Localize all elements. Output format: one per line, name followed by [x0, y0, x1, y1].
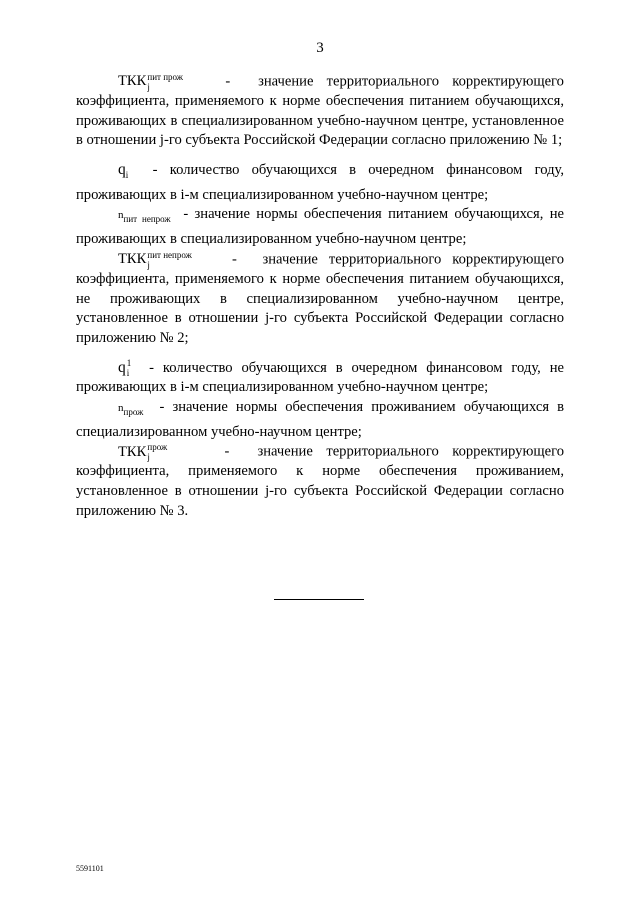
paragraph-text: количество обучающихся в очередном финансовом году, не проживающих в i-м специализированном учебно-научном центре;	[76, 359, 565, 396]
end-divider	[274, 599, 364, 600]
paragraph-q1-i: q 1 i - количество обучающихся в очередном финансовом году, не проживающих в i-м специализированном учебно-научном центре;	[76, 358, 565, 396]
formula-symbol: $q_i$	[118, 161, 129, 181]
formula-symbol: q 1 i	[118, 358, 132, 379]
formula-symbol: ТКК пит прож j	[118, 72, 184, 92]
paragraph-text: значение территориального корректирующего коэффициента, применяемого к норме обеспечения проживанием, установленное в отношении j-го субъекта Российской Федерации согласно приложению № 3.	[76, 443, 564, 519]
formula-symbol: ТКК прож j	[118, 442, 168, 463]
paragraph-n-prozh: $n_{прож}$ - значение нормы обеспечения проживанием обучающихся в специализированном учебно-научном центре;	[76, 399, 565, 440]
paragraph-text: значение территориального корректирующего коэффициента, применяемого к норме обеспечения питанием обучающихся, не проживающих в специализированном учебно-научном центре, установленное в отношении j-го субъекта Российской Федерации согласно приложению № 2;	[76, 251, 565, 346]
paragraph-n-pit-neprozh: $n_{пит непрож}$ - значение нормы обеспечения питанием обучающихся, не проживающих в специализированном учебно-научном центре;	[76, 206, 564, 248]
document-body	[76, 72, 564, 522]
formula-symbol: $n_{прож}$	[118, 402, 144, 417]
formula-symbol: $n_{пит непрож}$	[118, 209, 171, 225]
paragraph-tkk-pit-neprozh: ТКК пит непрож j - значение территориального корректирующего коэффициента, применяемого к норме обеспечения питанием обучающихся, не проживающих в специализированном учебно-научном центре, установленное в отношении j-го субъекта Российской Федерации согласно приложению № 2;	[76, 249, 565, 346]
paragraph-text: значение нормы обеспечения питанием обучающихся, не проживающих в специализированном учебно-научном центре;	[76, 206, 564, 248]
paragraph-text: количество обучающихся в очередном финансовом году, проживающих в i-м специализированном учебно-научном центре;	[76, 162, 564, 203]
paragraph-tkk-prozh: ТКК прож j - значение территориального корректирующего коэффициента, применяемого к норме обеспечения проживанием, установленное в отношении j-го субъекта Российской Федерации согласно приложению № 3.	[76, 442, 564, 519]
paragraph-q-i: $q_i$ - количество обучающихся в очередном финансовом году, проживающих в i-м специализированном учебно-научном центре;	[76, 161, 564, 203]
paragraph-text: значение территориального корректирующего коэффициента, применяемого к норме обеспечения питанием обучающихся, проживающих в специализированном учебно-научном центре, установленное в отношении j-го субъекта Российской Федерации согласно приложению № 1;	[76, 73, 564, 149]
paragraph-tkk-pit-prozh: ТКК пит прож j - значение территориального корректирующего коэффициента, применяемого к норме обеспечения питанием обучающихся, проживающих в специализированном учебно-научном центре, установленное в отношении j-го субъекта Российской Федерации согласно приложению № 1;	[76, 72, 564, 149]
document-code: 5591101	[76, 864, 104, 873]
page-number: 3	[316, 40, 324, 56]
paragraph-text: значение нормы обеспечения проживанием обучающихся в специализированном учебно-научном центре;	[76, 399, 565, 440]
formula-symbol: ТКК пит непрож j	[118, 249, 192, 270]
